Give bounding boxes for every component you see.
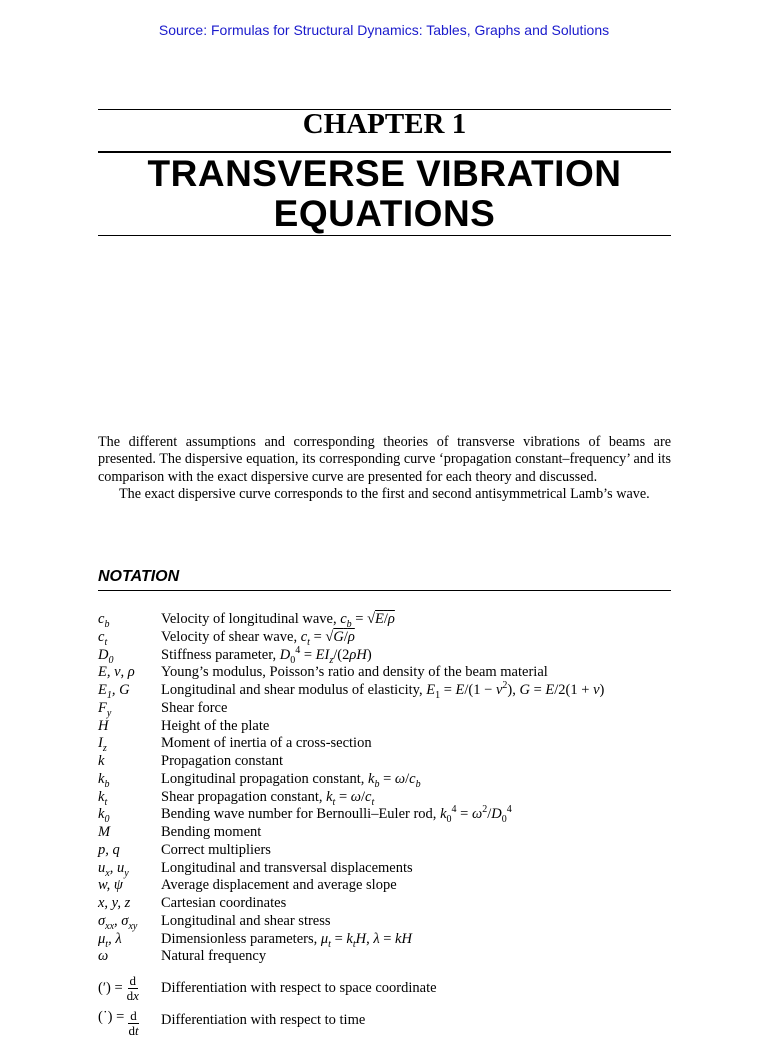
notation-symbol: $E_1$, G: [98, 682, 130, 701]
notation-description: Bending moment: [161, 824, 262, 840]
notation-row-p-q: [98, 842, 678, 860]
notation-row-cb: [98, 611, 678, 629]
notation-symbol: $I_z$: [98, 735, 107, 755]
notation-description: Propagation constant: [161, 753, 284, 769]
notation-description: Longitudinal propagation constant, $k_b = \omega/c_b$: [161, 770, 421, 790]
notation-description: Longitudinal and shear stress: [161, 912, 331, 929]
notation-description: Stiffness parameter, $D_0^4 = EI_z/(2\rho H)$: [161, 644, 372, 666]
source-link[interactable]: Source: Formulas for Structural Dynamics: Tables, Graphs and Solutions: [158, 22, 610, 38]
notation-description: Velocity of shear wave, $c_t = √G/\rho$: [161, 628, 355, 648]
notation-symbol: $k_b$: [98, 770, 110, 790]
chapter-title: [98, 154, 671, 234]
notation-row-mu-lambda: [98, 931, 678, 949]
notation-symbol: $k_t$: [98, 788, 108, 808]
notation-symbol: M: [98, 824, 111, 840]
notation-row-ux-uy: [98, 860, 678, 878]
notation-row-h: [98, 718, 678, 736]
chapter-title-line1: TRANSVERSE VIBRATION: [147, 153, 622, 194]
notation-symbol: $c_b$: [98, 611, 110, 630]
chapter-abstract: [98, 434, 671, 503]
notation-row-fy: [98, 700, 678, 718]
notation-description: Average displacement and average slope: [161, 877, 397, 894]
notation-symbol: $\sigma_{xx}$, $\sigma_{xy}$: [98, 912, 138, 932]
notation-symbol: ω: [98, 948, 109, 965]
notation-description: Correct multipliers: [161, 841, 271, 858]
notation-row-k: [98, 753, 678, 771]
notation-row-w-psi: [98, 877, 678, 895]
notation-row-m: [98, 824, 678, 842]
notation-heading: NOTATION: [98, 568, 180, 585]
notation-description: Longitudinal and transversal displacements: [161, 859, 413, 876]
notation-description: Differentiation with respect to time: [161, 1012, 366, 1028]
notation-row-xyz: [98, 895, 678, 913]
notation-symbol: $u_x$, $u_y$: [98, 859, 129, 879]
notation-row-k0: [98, 806, 678, 824]
notation-list: [98, 611, 678, 1038]
notation-rule: [98, 590, 671, 591]
notation-row-ct: [98, 629, 678, 647]
notation-description: Height of the plate: [161, 717, 270, 734]
notation-row-space-derivative: [98, 967, 678, 1009]
notation-symbol: w, ψ: [98, 877, 123, 894]
chapter-title-line2: EQUATIONS: [273, 193, 496, 234]
notation-row-d0: [98, 644, 678, 666]
abstract-paragraph-1: The different assumptions and corresponding theories of transverse vibrations of beams are presented. The dispersive equation, its corresponding curve ‘propagation constant–frequency’ and its comparison with the exact dispersive curve are presented for each theory and discussed.: [98, 434, 671, 485]
notation-symbol: $\mu_t$, λ: [98, 930, 122, 950]
notation-row-time-derivative: [98, 1008, 678, 1038]
notation-row-e-nu-rho: [98, 664, 678, 682]
notation-row-sigma: [98, 913, 678, 931]
notation-symbol: H: [98, 717, 109, 734]
notation-symbol: k: [98, 753, 105, 769]
notation-row-iz: [98, 735, 678, 753]
notation-symbol: $k_0$: [98, 806, 110, 826]
notation-description: Shear propagation constant, $k_t = \omega/c_t$: [161, 788, 375, 808]
notation-row-kb: [98, 771, 678, 789]
notation-description: Shear force: [161, 699, 228, 716]
notation-row-kt: [98, 789, 678, 807]
chapter-label: CHAPTER 1: [302, 108, 467, 140]
notation-symbol: $F_y$: [98, 699, 112, 719]
notation-description: Velocity of longitudinal wave, $c_b = √E/\rho$: [161, 611, 395, 630]
notation-description: Natural frequency: [161, 948, 267, 965]
notation-symbol: p, q: [98, 841, 120, 858]
notation-row-omega: [98, 948, 678, 966]
notation-description: Cartesian coordinates: [161, 895, 287, 911]
notation-symbol: E, ν, ρ: [98, 664, 135, 681]
notation-description: Dimensionless parameters, $\mu_t = k_tH$, λ = kH: [161, 930, 412, 950]
notation-symbol: (˙) = $\frac{d}{dt}$: [98, 1008, 139, 1038]
notation-description: Differentiation with respect to space coordinate: [161, 979, 437, 996]
title-bottom-rule: [98, 235, 671, 236]
notation-description: Bending wave number for Bernoulli–Euler rod, $k_0^4 = \omega^2/D_0^4$: [161, 804, 512, 826]
notation-symbol: x, y, z: [98, 895, 131, 911]
notation-symbol: (′) = $\frac{d}{dx}$: [98, 972, 139, 1003]
notation-row-e1-g: [98, 682, 678, 700]
notation-symbol: $D_0$: [98, 646, 114, 666]
notation-description: Moment of inertia of a cross-section: [161, 735, 372, 752]
notation-symbol: $c_t$: [98, 628, 108, 648]
notation-description: Young’s modulus, Poisson’s ratio and density of the beam material: [161, 664, 548, 681]
abstract-paragraph-2: The exact dispersive curve corresponds to the first and second antisymmetrical Lamb’s wave.: [119, 485, 650, 502]
notation-description: Longitudinal and shear modulus of elasticity, $E_1 = E/(1 - \nu^2)$, G = E/2(1 + ν): [161, 680, 605, 701]
